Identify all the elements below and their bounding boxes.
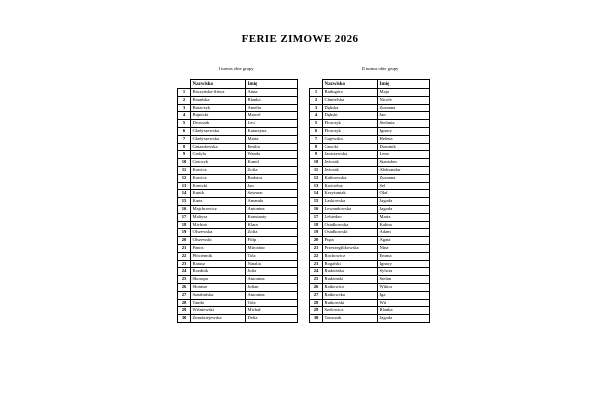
- table-row: [310, 229, 430, 237]
- first-name-cell: Lena: [378, 151, 430, 159]
- table-row: [310, 89, 430, 97]
- table-row: [310, 205, 430, 213]
- table-row: [178, 174, 298, 182]
- first-name-cell: Nina: [378, 244, 430, 252]
- first-name-cell: Emma: [378, 252, 430, 260]
- surname-cell: Kawica: [191, 166, 246, 174]
- row-number: 27: [178, 291, 191, 299]
- table-row: [178, 221, 298, 229]
- row-number: 2: [178, 96, 191, 104]
- table-row: [178, 213, 298, 221]
- table-row: [178, 89, 298, 97]
- table-row: [178, 276, 298, 284]
- surname-cell: Słoniun: [191, 283, 246, 291]
- first-name-cell: Wit: [378, 299, 430, 307]
- row-number: 25: [178, 276, 191, 284]
- first-name-cell: Olaf: [378, 190, 430, 198]
- row-number: 1: [178, 89, 191, 97]
- first-name-cell: Iga: [378, 291, 430, 299]
- surname-cell: Baszczyk: [191, 104, 246, 112]
- table-row: [310, 198, 430, 206]
- surname-cell: Osiałkowska: [323, 221, 378, 229]
- table-row: [178, 205, 298, 213]
- surname-cell: Konicki: [191, 182, 246, 190]
- table-header-row: [178, 80, 298, 89]
- first-name-cell: Tola: [246, 299, 298, 307]
- surname-cell: Krzyżaniak: [323, 190, 378, 198]
- table-row: [178, 120, 298, 128]
- table-row: [178, 112, 298, 120]
- surname-cell: Kalinowska: [323, 174, 378, 182]
- row-number: 28: [310, 299, 323, 307]
- row-number: 8: [178, 143, 191, 151]
- header-number: [178, 80, 191, 89]
- row-number: 12: [310, 174, 323, 182]
- row-number: 23: [310, 260, 323, 268]
- first-name-cell: Stefania: [378, 120, 430, 128]
- row-number: 17: [178, 213, 191, 221]
- first-name-cell: Blanka: [378, 307, 430, 315]
- surname-cell: Janiszewska: [323, 151, 378, 159]
- surname-cell: Szelowicz: [323, 307, 378, 315]
- surname-cell: Barańska: [191, 96, 246, 104]
- table-row: [310, 237, 430, 245]
- row-number: 23: [178, 260, 191, 268]
- first-name-cell: Anna: [246, 89, 298, 97]
- row-number: 20: [310, 237, 323, 245]
- surname-cell: Ratkowicz: [323, 283, 378, 291]
- row-number: 9: [178, 151, 191, 159]
- table-row: [178, 299, 298, 307]
- first-name-cell: Michał: [246, 307, 298, 315]
- row-number: 21: [310, 244, 323, 252]
- first-name-cell: Jagoda: [378, 198, 430, 206]
- table-row: [178, 182, 298, 190]
- first-name-cell: Maja: [378, 89, 430, 97]
- surname-cell: Pięta: [323, 237, 378, 245]
- row-number: 29: [178, 307, 191, 315]
- row-number: 26: [178, 283, 191, 291]
- surname-cell: Laskowska: [323, 198, 378, 206]
- first-name-cell: Tola: [246, 252, 298, 260]
- table-header-row: [310, 80, 430, 89]
- surname-cell: Dębska: [323, 104, 378, 112]
- header-name: Imię: [378, 80, 430, 89]
- row-number: 28: [178, 299, 191, 307]
- surname-cell: Florczyk: [323, 120, 378, 128]
- surname-cell: Skorupa: [191, 276, 246, 284]
- first-name-cell: Sel: [378, 182, 430, 190]
- first-name-cell: Ignacy: [378, 127, 430, 135]
- row-number: 30: [310, 315, 323, 323]
- table-row: [178, 143, 298, 151]
- surname-cell: Dębski: [323, 112, 378, 120]
- surname-cell: Osiałkowski: [323, 229, 378, 237]
- row-number: 22: [178, 252, 191, 260]
- table-row: [178, 307, 298, 315]
- row-number: 26: [310, 283, 323, 291]
- first-name-cell: Ignacy: [378, 260, 430, 268]
- first-name-cell: Wanda: [246, 151, 298, 159]
- row-number: 30: [178, 315, 191, 323]
- surname-cell: Rudzińska: [323, 268, 378, 276]
- first-name-cell: Stefan: [378, 276, 430, 284]
- row-number: 8: [310, 143, 323, 151]
- surname-cell: Baczyńska-Sitwa: [191, 89, 246, 97]
- table-row: [310, 135, 430, 143]
- surname-cell: Lebiedzo: [323, 213, 378, 221]
- first-name-cell: Mirosław: [246, 244, 298, 252]
- first-name-cell: Antonina: [246, 205, 298, 213]
- surname-cell: Rutkowski: [323, 299, 378, 307]
- table-row: [178, 315, 298, 323]
- table-row: [178, 268, 298, 276]
- first-name-cell: Filip: [246, 237, 298, 245]
- first-name-cell: Sylwia: [378, 268, 430, 276]
- row-number: 21: [178, 244, 191, 252]
- row-number: 2: [310, 96, 323, 104]
- row-number: 3: [178, 104, 191, 112]
- surname-cell: Przeszegilikowska: [323, 244, 378, 252]
- first-name-cell: Leo: [246, 120, 298, 128]
- row-number: 19: [178, 229, 191, 237]
- table-row: [178, 151, 298, 159]
- table-row: [178, 127, 298, 135]
- surname-cell: Graczyk: [191, 159, 246, 167]
- surname-cell: Białogóra: [323, 89, 378, 97]
- header-surname: Nazwisko: [191, 80, 246, 89]
- first-name-cell: Nicole: [378, 96, 430, 104]
- participants-table-1: [177, 79, 298, 323]
- table-row: [310, 127, 430, 135]
- row-number: 13: [178, 182, 191, 190]
- first-name-cell: Delia: [246, 315, 298, 323]
- header-surname: Nazwisko: [323, 80, 378, 89]
- surname-cell: Wiśniewski: [191, 307, 246, 315]
- row-number: 19: [310, 229, 323, 237]
- table-row: [178, 198, 298, 206]
- table-row: [310, 182, 430, 190]
- first-name-cell: Zuzanna: [378, 104, 430, 112]
- surname-cell: Chmielska: [323, 96, 378, 104]
- first-name-cell: Kalina: [378, 221, 430, 229]
- row-number: 6: [178, 127, 191, 135]
- first-name-cell: Natalia: [246, 260, 298, 268]
- table-row: [310, 120, 430, 128]
- surname-cell: Płóciennik: [191, 252, 246, 260]
- row-number: 3: [310, 104, 323, 112]
- row-number: 7: [178, 135, 191, 143]
- first-name-cell: Katarzyna: [246, 127, 298, 135]
- table-row: [178, 252, 298, 260]
- surname-cell: Rudzinski: [323, 276, 378, 284]
- first-name-cell: Amanda: [246, 198, 298, 206]
- document-title: FERIE ZIMOWE 2026: [241, 33, 359, 45]
- row-number: 11: [178, 166, 191, 174]
- group-caption-2: II turnus obie grupy: [361, 66, 399, 71]
- row-number: 14: [310, 190, 323, 198]
- first-name-cell: Antonina: [246, 291, 298, 299]
- row-number: 11: [310, 166, 323, 174]
- first-name-cell: Jagoda: [378, 315, 430, 323]
- row-number: 10: [178, 159, 191, 167]
- surname-cell: Majchrowicz: [191, 205, 246, 213]
- table-row: [310, 151, 430, 159]
- row-number: 15: [310, 198, 323, 206]
- surname-cell: Kunz: [191, 198, 246, 206]
- row-number: 5: [310, 120, 323, 128]
- first-name-cell: Aleksandar: [378, 166, 430, 174]
- row-number: 15: [178, 198, 191, 206]
- row-number: 22: [310, 252, 323, 260]
- row-number: 5: [178, 120, 191, 128]
- table-row: [310, 104, 430, 112]
- table-row: [310, 244, 430, 252]
- first-name-cell: Dominik: [378, 143, 430, 151]
- surname-cell: Taniła: [191, 299, 246, 307]
- surname-cell: Panos: [191, 244, 246, 252]
- table-row: [310, 159, 430, 167]
- row-number: 4: [178, 112, 191, 120]
- table-row: [178, 166, 298, 174]
- surname-cell: Rogalski: [323, 260, 378, 268]
- surname-cell: Rozdnik: [191, 268, 246, 276]
- surname-cell: Zmudziejewska: [191, 315, 246, 323]
- table-row: [310, 260, 430, 268]
- table-row: [310, 291, 430, 299]
- group-caption-1: I turnus obie grupy: [218, 66, 254, 71]
- row-number: 16: [178, 205, 191, 213]
- first-name-cell: Jan: [378, 112, 430, 120]
- first-name-cell: Konstanty: [246, 213, 298, 221]
- table-row: [310, 143, 430, 151]
- surname-cell: Kunik: [191, 190, 246, 198]
- first-name-cell: Klara: [246, 221, 298, 229]
- row-number: 4: [310, 112, 323, 120]
- first-name-cell: Marcel: [246, 112, 298, 120]
- table-row: [178, 244, 298, 252]
- surname-cell: Maltysz: [191, 213, 246, 221]
- row-number: 27: [310, 291, 323, 299]
- first-name-cell: Adam: [378, 229, 430, 237]
- surname-cell: Gniazdowska: [191, 143, 246, 151]
- first-name-cell: Amelia: [246, 104, 298, 112]
- participants-table-2: [309, 79, 430, 323]
- row-number: 18: [310, 221, 323, 229]
- row-number: 24: [310, 268, 323, 276]
- surname-cell: Michoń: [191, 221, 246, 229]
- table-row: [310, 221, 430, 229]
- first-name-cell: Zuzanna: [378, 174, 430, 182]
- surname-cell: Jeżczak: [323, 166, 378, 174]
- header-number: [310, 80, 323, 89]
- first-name-cell: Julian: [246, 283, 298, 291]
- surname-cell: Kościelny: [323, 182, 378, 190]
- table-row: [310, 96, 430, 104]
- row-number: 1: [310, 89, 323, 97]
- row-number: 6: [310, 127, 323, 135]
- table-row: [310, 276, 430, 284]
- first-name-cell: Jan: [246, 182, 298, 190]
- first-name-cell: Blanka: [246, 96, 298, 104]
- surname-cell: Tomczak: [323, 315, 378, 323]
- row-number: 13: [310, 182, 323, 190]
- first-name-cell: Agata: [378, 237, 430, 245]
- table-row: [310, 299, 430, 307]
- table-row: [178, 104, 298, 112]
- surname-cell: Godyla: [191, 151, 246, 159]
- first-name-cell: Zofia: [246, 166, 298, 174]
- surname-cell: Kawica: [191, 174, 246, 182]
- row-number: 7: [310, 135, 323, 143]
- surname-cell: Olszewska: [191, 229, 246, 237]
- table-row: [310, 213, 430, 221]
- surname-cell: Gnocki: [323, 143, 378, 151]
- surname-cell: Bujnicki: [191, 112, 246, 120]
- row-number: 10: [310, 159, 323, 167]
- first-name-cell: Wiktor: [378, 283, 430, 291]
- table-row: [178, 190, 298, 198]
- first-name-cell: Kamil: [246, 159, 298, 167]
- row-number: 24: [178, 268, 191, 276]
- first-name-cell: Helena: [378, 135, 430, 143]
- table-row: [178, 229, 298, 237]
- table-row: [178, 283, 298, 291]
- table-row: [310, 174, 430, 182]
- header-name: Imię: [246, 80, 298, 89]
- row-number: 20: [178, 237, 191, 245]
- first-name-cell: Jagoda: [378, 205, 430, 213]
- row-number: 29: [310, 307, 323, 315]
- first-name-cell: Barbara: [246, 174, 298, 182]
- table-row: [310, 166, 430, 174]
- table-row: [178, 135, 298, 143]
- row-number: 18: [178, 221, 191, 229]
- first-name-cell: Stanisław: [378, 159, 430, 167]
- table-row: [178, 291, 298, 299]
- first-name-cell: Zofia: [246, 229, 298, 237]
- surname-cell: Gładyszewska: [191, 135, 246, 143]
- table-row: [310, 268, 430, 276]
- surname-cell: Rochowicz: [323, 252, 378, 260]
- first-name-cell: Marta: [246, 135, 298, 143]
- first-name-cell: Julia: [246, 268, 298, 276]
- table-row: [178, 159, 298, 167]
- surname-cell: Sznabińska: [191, 291, 246, 299]
- surname-cell: Olszewski: [191, 237, 246, 245]
- surname-cell: Jeżczak: [323, 159, 378, 167]
- table-row: [310, 315, 430, 323]
- surname-cell: Ratusz: [191, 260, 246, 268]
- row-number: 12: [178, 174, 191, 182]
- surname-cell: Ratkowska: [323, 291, 378, 299]
- table-row: [310, 307, 430, 315]
- surname-cell: Gładyszewska: [191, 127, 246, 135]
- surname-cell: Gajewska: [323, 135, 378, 143]
- first-name-cell: Maria: [378, 213, 430, 221]
- surname-cell: Florczyk: [323, 127, 378, 135]
- row-number: 9: [310, 151, 323, 159]
- first-name-cell: Antonina: [246, 276, 298, 284]
- table-row: [178, 96, 298, 104]
- first-name-cell: Szymon: [246, 190, 298, 198]
- first-name-cell: Emilia: [246, 143, 298, 151]
- row-number: 17: [310, 213, 323, 221]
- surname-cell: Dworzak: [191, 120, 246, 128]
- row-number: 14: [178, 190, 191, 198]
- row-number: 16: [310, 205, 323, 213]
- table-row: [178, 237, 298, 245]
- row-number: 25: [310, 276, 323, 284]
- table-row: [178, 260, 298, 268]
- table-row: [310, 190, 430, 198]
- surname-cell: Lewandowska: [323, 205, 378, 213]
- table-row: [310, 252, 430, 260]
- table-row: [310, 112, 430, 120]
- table-row: [310, 283, 430, 291]
